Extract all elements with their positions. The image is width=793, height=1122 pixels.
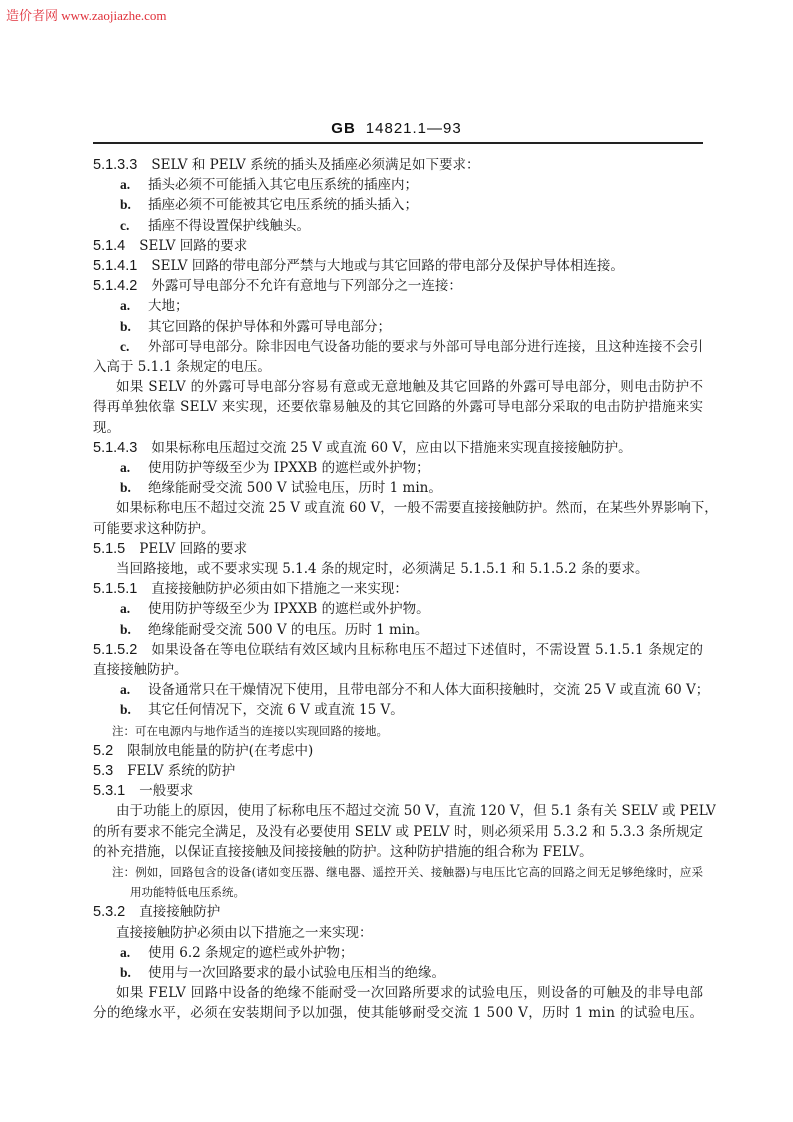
item-label: c. [120, 338, 130, 354]
line-text: 如果标称电压超过交流 25 V 或直流 60 V，应由以下措施来实现直接接触防护。 [151, 439, 632, 456]
standard-code: 14821.1—93 [365, 120, 462, 137]
item-label: b. [120, 702, 131, 718]
section-heading [93, 257, 624, 275]
line-text: 限制放电能量的防护(在考虑中) [127, 742, 314, 759]
line-text: SELV 回路的要求 [139, 237, 248, 254]
line-text: 直接接触防护必须由以下措施之一来实现： [116, 924, 373, 941]
section-number: 5.1.5.1 [93, 581, 138, 598]
paragraph-line [116, 560, 649, 578]
section-number: 5.1.4.2 [93, 278, 138, 295]
section-number: 5.1.5.2 [93, 641, 138, 658]
line-text: 使用 6.2 条规定的遮栏或外护物； [148, 944, 354, 961]
standard-prefix: GB [331, 120, 356, 137]
paragraph-line [93, 398, 703, 416]
section-heading [93, 782, 193, 800]
item-label: a. [120, 944, 131, 960]
item-label: a. [120, 682, 131, 698]
line-text: 插座必须不可能被其它电压系统的插头插入； [148, 197, 418, 214]
paragraph-line [93, 419, 120, 437]
section-number: 5.1.4.1 [93, 258, 138, 274]
standard-header [0, 120, 793, 137]
line-text: 如果标称电压不超过交流 25 V 或直流 60 V，一般不需要直接接触防护。然而，在某些外界影响下， [116, 500, 718, 517]
list-item [120, 964, 445, 982]
section-number: 5.3.2 [93, 904, 126, 921]
list-item [120, 338, 703, 356]
watermark: 造价者网 www.zaojiazhe.com [6, 8, 167, 23]
line-text: 其它任何情况下，交流 6 V 或直流 15 V。 [148, 702, 404, 719]
item-label: c. [120, 217, 130, 233]
line-text: 插座不得设置保护线触头。 [148, 217, 310, 234]
note-text [112, 863, 703, 881]
paragraph-line [93, 823, 703, 841]
section-heading [93, 156, 479, 174]
line-text: SELV 和 PELV 系统的插头及插座必须满足如下要求： [151, 157, 480, 173]
line-text: 大地； [148, 298, 189, 315]
line-text: 得再单独依靠 SELV 来实现，还要依靠易触及的其它回路的外露可导电部分采取的电击防护措施来实 [93, 399, 704, 416]
line-text: 分的绝缘水平，必须在安装期间予以加强，使其能够耐受交流 1 500 V，历时 1 min 的试验电压。 [93, 1005, 704, 1022]
paragraph-line [93, 358, 271, 376]
line-text: 的所有要求不能完全满足，及没有必要使用 SELV 或 PELV 时，则必须采用 5.3.2 和 5.3.3 条所规定 [93, 823, 704, 840]
section-number: 5.1.5 [93, 540, 126, 557]
line-text: 注：例如，回路包含的设备(诸如变压器、继电器、遥控开关、接触器)与电压比它高的回路之间无足够绝缘时，应采 [112, 865, 704, 879]
line-text: 当回路接地，或不要求实现 5.1.4 条的规定时，必须满足 5.1.5.1 和 5.1.5.2 条的要求。 [116, 561, 649, 577]
line-text: 其它回路的保护导体和外露可导电部分； [148, 318, 391, 335]
section-heading [93, 762, 235, 780]
section-number: 5.2 [93, 742, 114, 759]
list-item [120, 479, 442, 497]
line-text: 直接接触防护。 [93, 662, 188, 678]
line-text: 使用与一次回路要求的最小试验电压相当的绝缘。 [148, 965, 445, 981]
line-text: 外露可导电部分不允许有意地与下列部分之一连接： [151, 278, 462, 295]
line-text: 入高于 5.1.1 条规定的电压。 [93, 359, 271, 375]
note-text [130, 883, 245, 901]
line-text: FELV 系统的防护 [127, 763, 236, 779]
line-text: PELV 回路的要求 [139, 540, 248, 557]
line-text: 使用防护等级至少为 IPXXB 的遮栏或外护物。 [148, 601, 430, 618]
line-text: 注：可在电源内与地作适当的连接以实现回路的接地。 [112, 723, 388, 738]
line-text: 如果设备在等电位联结有效区域内且标称电压不超过下述值时，不需设置 5.1.5.1 条规定的 [151, 641, 704, 658]
item-label: b. [120, 965, 131, 980]
section-heading [93, 903, 220, 921]
item-label: a. [120, 177, 131, 193]
item-label: a. [120, 298, 131, 314]
line-text: 如果 SELV 的外露可导电部分容易有意或无意地触及其它回路的外露可导电部分，则电击防护不 [116, 379, 704, 396]
line-text: 现。 [93, 419, 120, 436]
line-text: 一般要求 [139, 783, 194, 800]
item-label: b. [120, 318, 131, 334]
item-label: b. [120, 480, 131, 496]
list-item [120, 196, 418, 214]
section-heading [93, 742, 313, 760]
line-text: 可能要求这种防护。 [93, 520, 215, 537]
list-item [120, 297, 189, 315]
list-item [120, 681, 709, 699]
list-item [120, 318, 391, 336]
paragraph-line [116, 984, 703, 1002]
header-rule [93, 142, 703, 144]
item-label: b. [120, 197, 131, 213]
section-heading [93, 277, 462, 295]
paragraph-line [93, 1004, 703, 1022]
line-text: 如果 FELV 回路中设备的绝缘不能耐受一次回路所要求的试验电压，则设备的可触及的非导电部 [116, 985, 704, 1002]
line-text: 直接接触防护 [139, 904, 221, 921]
section-heading [93, 237, 247, 255]
line-text: 插头必须不可能插入其它电压系统的插座内； [148, 177, 418, 194]
paragraph-line [116, 924, 373, 942]
list-item [120, 621, 428, 639]
line-text: 的补充措施，以保证直接接触及间接接触的防护。这种防护措施的组合称为 FELV。 [93, 843, 593, 860]
section-number: 5.3.1 [93, 783, 126, 800]
section-heading [93, 540, 247, 558]
paragraph-line [93, 843, 593, 861]
line-text: 绝缘能耐受交流 500 V 试验电压，历时 1 min。 [148, 480, 442, 497]
paragraph-line [93, 661, 188, 679]
section-heading [93, 641, 703, 659]
line-text: 外部可导电部分。除非因电气设备功能的要求与外部可导电部分进行连接，且这种连接不会引 [148, 338, 704, 355]
section-heading [93, 439, 632, 457]
item-label: b. [120, 621, 131, 637]
section-number: 5.1.3.3 [93, 157, 138, 173]
line-text: 直接接触防护必须由如下措施之一来实现： [151, 581, 408, 598]
section-heading [93, 580, 408, 598]
list-item [120, 459, 430, 477]
item-label: a. [120, 601, 131, 617]
line-text: 用功能特低电压系统。 [130, 885, 245, 900]
list-item [120, 176, 418, 194]
paragraph-line [116, 802, 716, 820]
line-text: 设备通常只在干燥情况下使用，且带电部分不和人体大面积接触时，交流 25 V 或直流 60 V； [148, 682, 710, 699]
section-number: 5.3 [93, 763, 114, 779]
note-text [112, 722, 388, 740]
list-item [120, 944, 354, 962]
paragraph-line [93, 520, 215, 538]
section-number: 5.1.4.3 [93, 439, 138, 456]
line-text: 绝缘能耐受交流 500 V 的电压。历时 1 min。 [148, 621, 429, 638]
list-item [120, 600, 430, 618]
list-item [120, 217, 310, 235]
line-text: 使用防护等级至少为 IPXXB 的遮栏或外护物； [148, 460, 430, 476]
line-text: 由于功能上的原因，使用了标称电压不超过交流 50 V，直流 120 V，但 5.1 条有关 SELV 或 PELV [116, 803, 716, 820]
section-number: 5.1.4 [93, 237, 126, 254]
list-item [120, 701, 404, 719]
paragraph-line [116, 378, 703, 396]
paragraph-line [116, 499, 718, 517]
line-text: SELV 回路的带电部分严禁与大地或与其它回路的带电部分及保护导体相连接。 [151, 258, 624, 274]
item-label: a. [120, 460, 131, 475]
